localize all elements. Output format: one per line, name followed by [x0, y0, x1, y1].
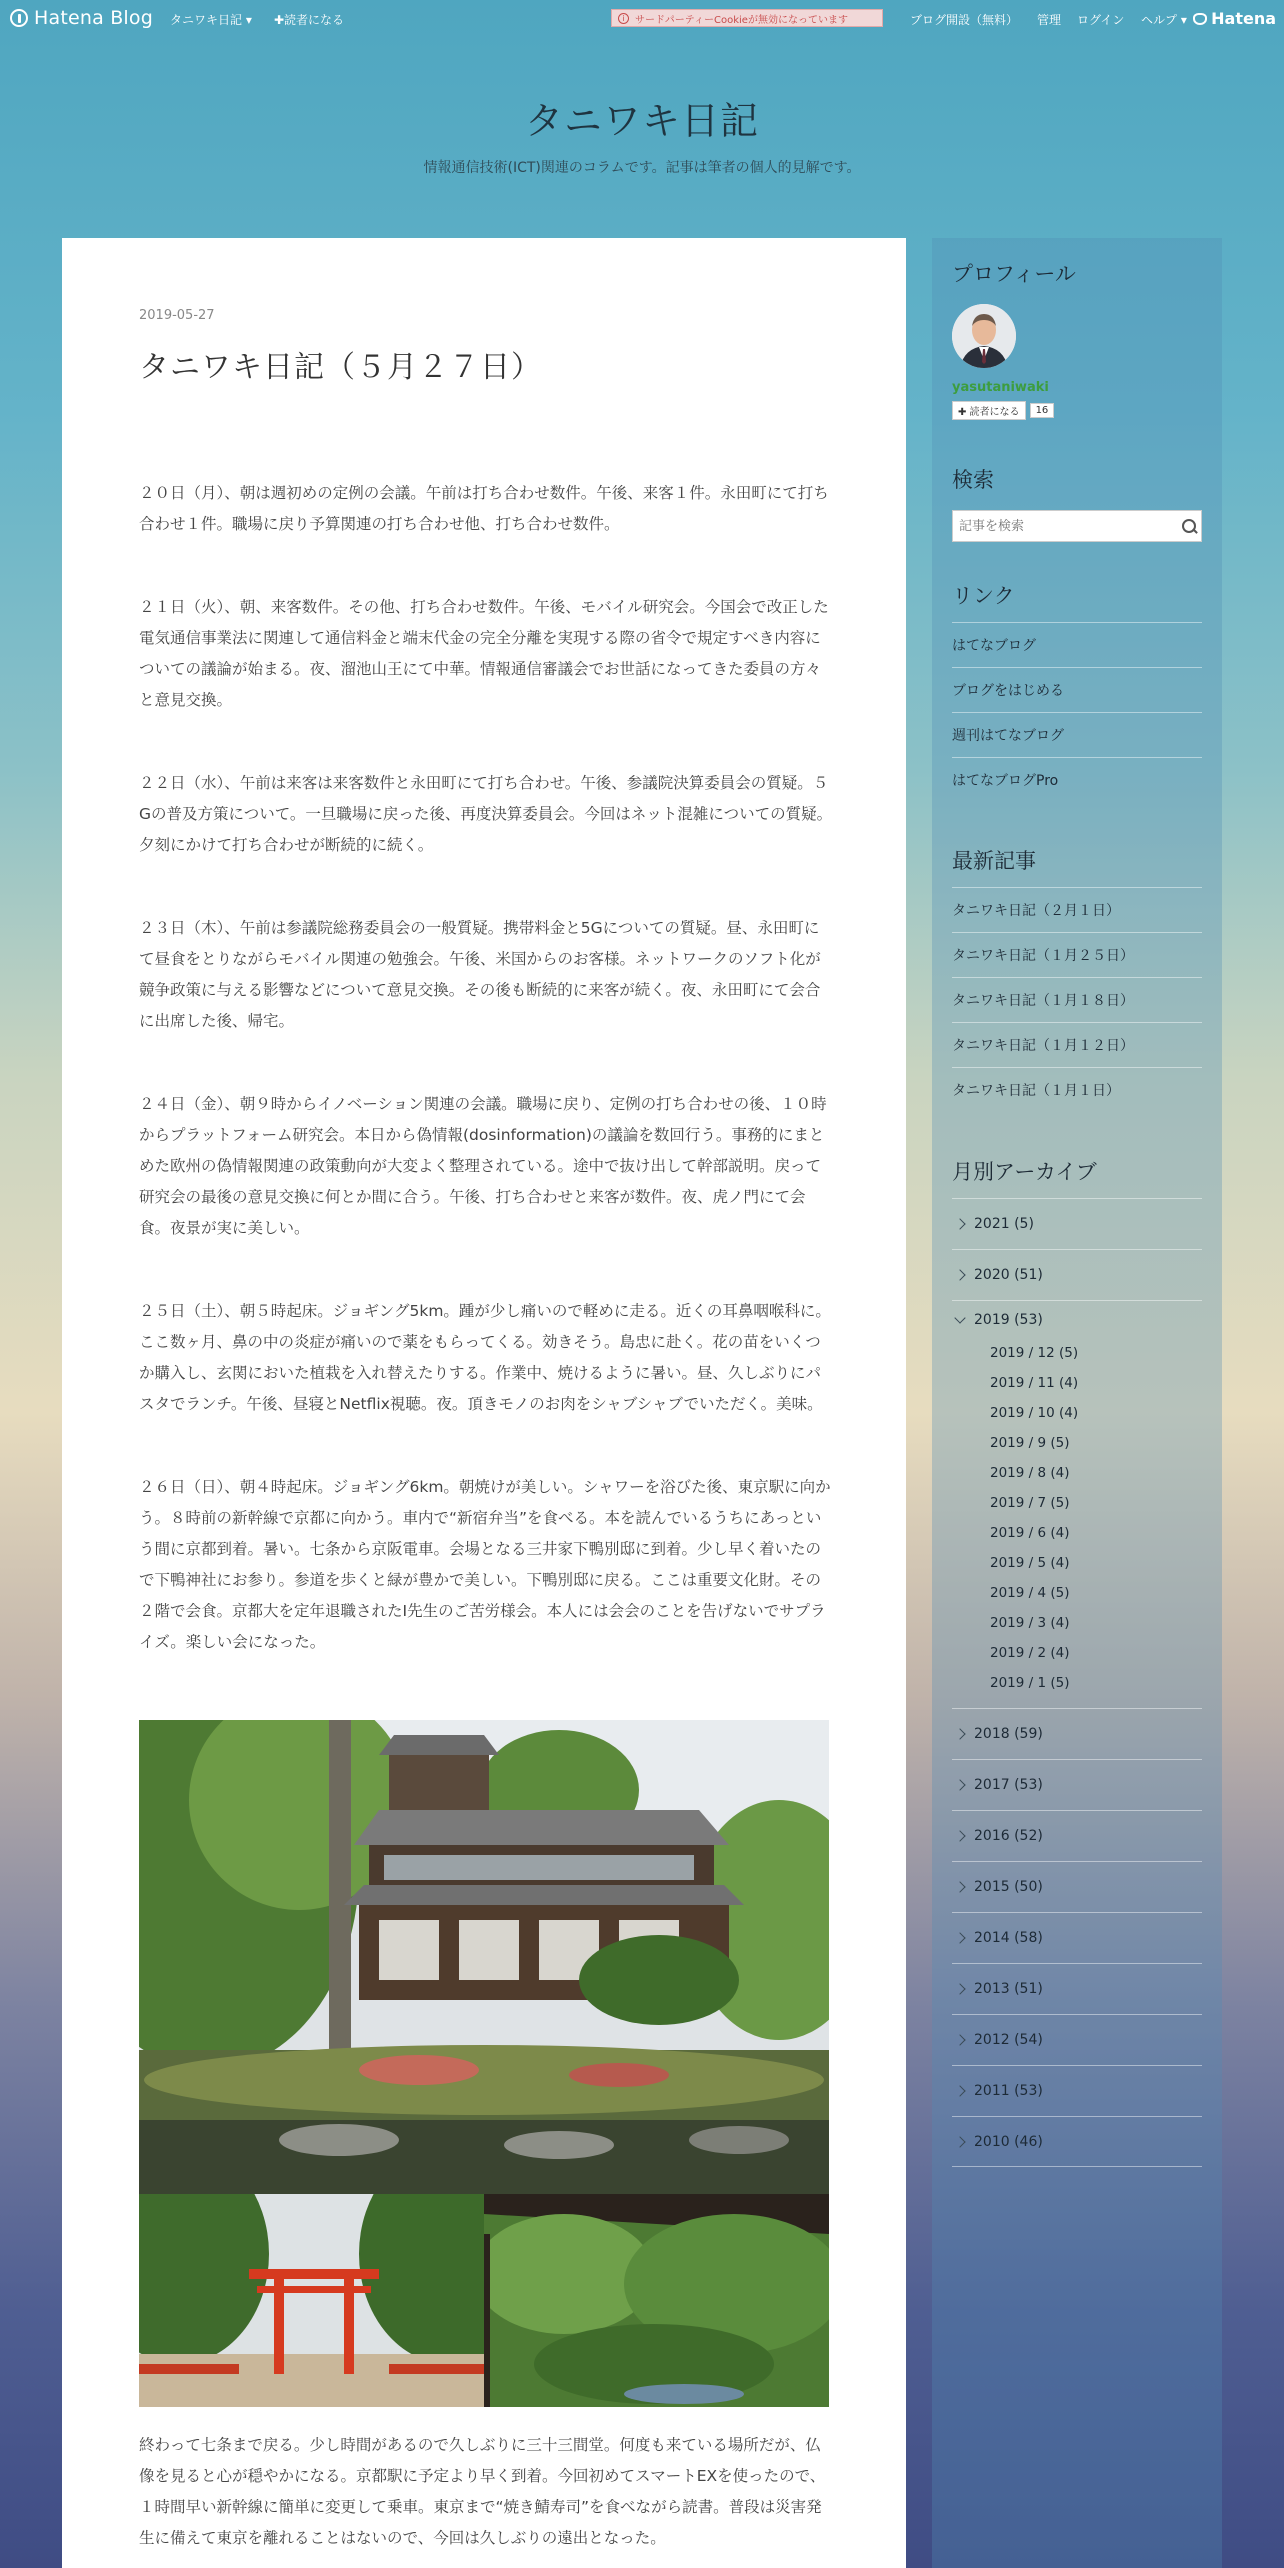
archive-month[interactable]: 2019 / 6 (4): [990, 1525, 1070, 1541]
blog-description: 情報通信技術(ICT)関連のコラムです。記事は筆者の個人的見解です。: [423, 160, 861, 176]
archive-module: [952, 1156, 1202, 2167]
subscribe-link[interactable]: ✚読者になる: [274, 13, 345, 27]
entry-paragraph: ２５日（土）、朝５時起床。ジョギング5km。踵が少し痛いので軽めに走る。近くの耳鼻咽喉科に。ここ数ヶ月、鼻の中の炎症が痛いので薬をもらってくる。効きそう。島忠に赴く。花の苗をいくつか購入し、玄関においた植栽を入れ替えたりする。作業中、焼けるように暑い。昼、久しぶりにパスタでランチ。午後、昼寝とNetflix視聴。夜。頂きモノのお肉をシャブシャブでいただく。美味。: [139, 1302, 831, 1413]
links-list: [952, 622, 1202, 802]
main-content: [62, 238, 906, 2568]
admin-link[interactable]: 管理: [1037, 13, 1062, 27]
archive-year[interactable]: [952, 2116, 1202, 2167]
archive-month[interactable]: 2019 / 4 (5): [990, 1585, 1070, 1601]
archive-year-label: 2017 (53): [974, 1777, 1043, 1793]
hatena-icon: [1193, 13, 1207, 25]
archive-month[interactable]: 2019 / 11 (4): [990, 1375, 1079, 1391]
archive-year-expanded[interactable]: [952, 1300, 1202, 1338]
archive-year-label: 2019 (53): [974, 1311, 1043, 1328]
chevron-right-icon: [954, 1881, 965, 1892]
photo-torii[interactable]: [139, 2194, 484, 2407]
archive-year-label: 2012 (54): [974, 2032, 1043, 2048]
archive-year[interactable]: [952, 1198, 1202, 1249]
blog-menu[interactable]: タニワキ日記 ▾: [170, 13, 252, 27]
archive-year-label: 2013 (51): [974, 1981, 1043, 1997]
hatena-link[interactable]: [1193, 9, 1276, 28]
links-heading: リンク: [952, 584, 1015, 608]
archive-month[interactable]: 2019 / 3 (4): [990, 1615, 1070, 1631]
archive-year-label: 2020 (51): [974, 1267, 1043, 1283]
chevron-right-icon: [954, 1779, 965, 1790]
archive-year[interactable]: [952, 1759, 1202, 1810]
chevron-right-icon: [954, 1728, 965, 1739]
archive-month[interactable]: 2019 / 9 (5): [990, 1435, 1070, 1451]
link-item[interactable]: 週刊はてなブログ: [952, 712, 1202, 757]
chevron-right-icon: [954, 2136, 965, 2147]
logo-text: Hatena Blog: [34, 7, 153, 29]
archive-year[interactable]: [952, 1861, 1202, 1912]
archive-year-label: 2015 (50): [974, 1879, 1043, 1895]
entry-paragraph: ２１日（火）、朝、来客数件。その他、打ち合わせ数件。午後、モバイル研究会。今国会で改正した電気通信事業法に関連して通信料金と端末代金の完全分離を実現する際の省令で規定すべき内容についての議論が始まる。夜、溜池山王にて中華。情報通信審議会でお世話になってきた委員の方々と意見交換。: [139, 598, 829, 709]
search-heading: 検索: [952, 468, 994, 492]
global-header: [0, 0, 1284, 38]
profile-module: [952, 258, 1202, 420]
chevron-right-icon: [954, 1269, 965, 1280]
archive-month[interactable]: 2019 / 2 (4): [990, 1645, 1070, 1661]
archive-year-label: 2010 (46): [974, 2133, 1043, 2150]
entry-paragraph: ２６日（日）、朝４時起床。ジョギング6km。朝焼けが美しい。シャワーを浴びた後、東京駅に向かう。８時前の新幹線で京都に向かう。車内で“新宿弁当”を食べる。本を読んでいるうちにあっという間に京都到着。暑い。七条から京阪電車。会場となる三井家下鴨別邸に到着。少し早く着いたので下鴨神社にお参り。参道を歩くと緑が豊かで美しい。下鴨別邸に戻る。ここは重要文化財。その２階で会食。京都大を定年退職されたI先生のご苦労様会。本人には会会のことを告げないでサプライズ。楽しい会になった。: [139, 1478, 831, 1651]
reader-count[interactable]: 16: [1030, 403, 1055, 418]
recent-heading: 最新記事: [952, 849, 1036, 873]
avatar-graphic: [952, 304, 1016, 368]
entry-paragraph-after-photos: 終わって七条まで戻る。少し時間があるので久しぶりに三十三間堂。何度も来ている場所だが、仏像を見ると心が穏やかになる。京都駅に予定より早く到着。今回初めてスマートEXを使ったので、１時間早い新幹線に簡単に変更して乗車。東京まで“焼き鯖寿司”を食べながら読書。普段は災害発生に備えて東京を離れることはないので、今回は久しぶりの遠出となった。: [139, 2436, 826, 2547]
hatena-blog-logo[interactable]: [10, 7, 153, 29]
villa-photo-graphic: [139, 1720, 829, 2194]
archive-month[interactable]: 2019 / 7 (5): [990, 1495, 1070, 1511]
archive-heading: 月別アーカイブ: [952, 1160, 1097, 1184]
archive-month[interactable]: 2019 / 10 (4): [990, 1405, 1079, 1421]
help-menu[interactable]: ヘルプ ▾: [1141, 13, 1187, 27]
link-item[interactable]: ブログをはじめる: [952, 667, 1202, 712]
archive-year[interactable]: [952, 1249, 1202, 1300]
archive-month[interactable]: 2019 / 1 (5): [990, 1675, 1070, 1691]
hatena-logo-icon: [10, 9, 28, 27]
search-module: [952, 464, 1202, 542]
chevron-right-icon: [954, 1830, 965, 1841]
reader-row: [952, 401, 1202, 420]
profile-heading: プロフィール: [952, 262, 1076, 286]
archive-month[interactable]: 2019 / 8 (4): [990, 1465, 1070, 1481]
archive-year-label: 2016 (52): [974, 1828, 1043, 1844]
archive-year[interactable]: [952, 1810, 1202, 1861]
archive-year[interactable]: [952, 2065, 1202, 2116]
garden-photo-graphic: [484, 2194, 829, 2407]
archive-year[interactable]: [952, 1963, 1202, 2014]
link-item[interactable]: はてなブログPro: [952, 757, 1202, 802]
chevron-down-icon: [954, 1312, 965, 1323]
entry-body: [139, 478, 833, 1668]
entry-paragraph: ２０日（月）、朝は週初めの定例の会議。午前は打ち合わせ数件。午後、来客１件。永田町にて打ち合わせ１件。職場に戻り予算関連の打ち合わせ他、打ち合わせ数件。: [139, 484, 829, 533]
archive-list: [952, 1198, 1202, 2167]
hatena-text: Hatena: [1211, 9, 1276, 28]
entry-paragraph: ２２日（水）、午前は来客は来客数件と永田町にて打ち合わせ。午後、参議院決算委員会の質疑。５Gの普及方策について。一旦職場に戻った後、再度決算委員会。今回はネット混雑についての質疑。夕刻にかけて打ち合わせが断続的に続く。: [139, 774, 833, 854]
search-icon[interactable]: [1175, 512, 1201, 540]
links-module: [952, 580, 1202, 802]
subscribe-button[interactable]: ✚ 読者になる: [952, 401, 1026, 420]
archive-year[interactable]: [952, 1912, 1202, 1963]
archive-year[interactable]: [952, 1708, 1202, 1759]
entry-date[interactable]: 2019-05-27: [139, 308, 215, 323]
avatar[interactable]: [952, 304, 1016, 368]
photo-garden[interactable]: [484, 2194, 829, 2407]
archive-year[interactable]: [952, 2014, 1202, 2065]
recent-entry[interactable]: タニワキ日記（１月１２日）: [952, 1022, 1202, 1067]
archive-year-label: 2011 (53): [974, 2083, 1043, 2099]
recent-entry[interactable]: タニワキ日記（１月１日）: [952, 1067, 1202, 1112]
chevron-right-icon: [954, 2085, 965, 2096]
archive-month[interactable]: 2019 / 5 (4): [990, 1555, 1070, 1571]
photo-villa[interactable]: [139, 1720, 829, 2194]
chevron-right-icon: [954, 2034, 965, 2045]
profile-name[interactable]: yasutaniwaki: [952, 380, 1049, 395]
info-icon: i: [618, 13, 629, 24]
recent-entry[interactable]: タニワキ日記（１月１８日）: [952, 977, 1202, 1022]
archive-months-list: [952, 1338, 1202, 1708]
open-blog-link[interactable]: ブログ開設（無料）: [910, 13, 1019, 27]
entry-paragraph: ２４日（金）、朝９時からイノベーション関連の会議。職場に戻り、定例の打ち合わせの後、１０時からプラットフォーム研究会。本日から偽情報(dosinformation)の議論を数回行う。事務的にまとめた欧州の偽情報関連の政策動向が大変よく整理されている。途中で抜け出して幹部説明。戻って研究会の最後の意見交換に何とか間に合う。午後、打ち合わせと来客が数件。夜、虎ノ門にて会食。夜景が実に美しい。: [139, 1095, 827, 1237]
login-link[interactable]: ログイン: [1077, 13, 1125, 27]
recent-entry[interactable]: タニワキ日記（２月１日）: [952, 887, 1202, 932]
archive-year-label: 2021 (5): [974, 1216, 1034, 1232]
recent-entry[interactable]: タニワキ日記（１月２５日）: [952, 932, 1202, 977]
archive-months: [952, 1338, 1202, 1708]
search-input[interactable]: [953, 512, 1175, 540]
recent-entries-module: [952, 845, 1202, 1112]
cookie-notice[interactable]: [611, 9, 883, 27]
archive-year-label: 2018 (59): [974, 1726, 1043, 1742]
chevron-right-icon: [954, 1218, 965, 1229]
chevron-right-icon: [954, 1932, 965, 1943]
entry-title[interactable]: タニワキ日記（５月２７日）: [139, 350, 542, 385]
recent-list: [952, 887, 1202, 1112]
search-box: [952, 510, 1202, 542]
chevron-right-icon: [954, 1983, 965, 1994]
archive-month[interactable]: 2019 / 12 (5): [990, 1345, 1079, 1361]
archive-year-label: 2014 (58): [974, 1930, 1043, 1946]
sidebar: [932, 238, 1222, 2568]
link-item[interactable]: はてなブログ: [952, 622, 1202, 667]
blog-title[interactable]: タニワキ日記: [524, 99, 759, 143]
entry-paragraph: ２３日（木）、午前は参議院総務委員会の一般質疑。携帯料金と5Gについての質疑。昼、永田町にて昼食をとりながらモバイル関連の勉強会。午後、米国からのお客様。ネットワークのソフト化が競争政策に与える影響などについて意見交換。その後も断続的に来客が続く。夜、永田町にて会合に出席した後、帰宅。: [139, 919, 821, 1030]
torii-photo-graphic: [139, 2194, 484, 2407]
cookie-notice-text: サードパーティーCookieが無効になっています: [635, 14, 848, 26]
